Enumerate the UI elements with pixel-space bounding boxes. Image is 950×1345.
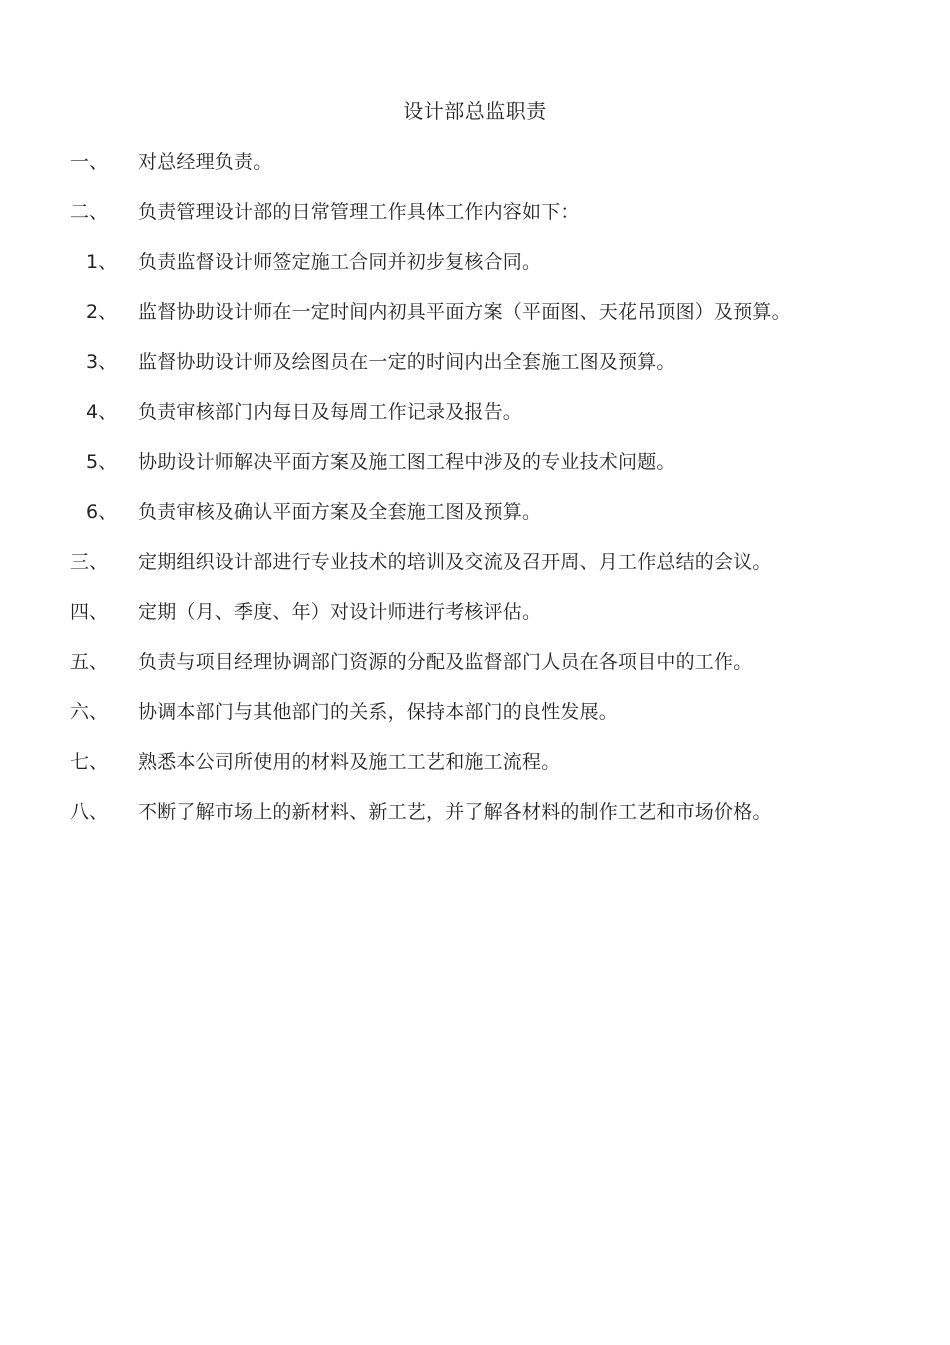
list-item <box>0 697 950 747</box>
item-text: 定期（月、季度、年）对设计师进行考核评估。 <box>138 601 542 623</box>
item-text: 负责审核部门内每日及每周工作记录及报告。 <box>138 401 523 423</box>
item-text: 负责与项目经理协调部门资源的分配及监督部门人员在各项目中的工作。 <box>138 651 753 673</box>
item-number: 3、 <box>86 351 118 373</box>
item-number: 4、 <box>86 401 118 423</box>
item-number: 1、 <box>86 251 118 273</box>
item-text: 对总经理负责。 <box>138 151 273 173</box>
sub-list-item <box>0 247 950 297</box>
item-text: 定期组织设计部进行专业技术的培训及交流及召开周、月工作总结的会议。 <box>138 551 772 573</box>
list-item <box>0 147 950 197</box>
item-text: 负责监督设计师签定施工合同并初步复核合同。 <box>138 251 542 273</box>
item-text: 协助设计师解决平面方案及施工图工程中涉及的专业技术问题。 <box>138 451 676 473</box>
list-item <box>0 797 950 847</box>
list-item <box>0 747 950 797</box>
sub-list-item <box>0 397 950 447</box>
sub-list-item <box>0 347 950 397</box>
sub-list-item <box>0 447 950 497</box>
item-text: 协调本部门与其他部门的关系，保持本部门的良性发展。 <box>138 701 619 723</box>
item-number: 二、 <box>70 201 109 223</box>
item-number: 6、 <box>86 501 118 523</box>
list-item <box>0 647 950 697</box>
item-number: 2、 <box>86 301 118 323</box>
list-item <box>0 597 950 647</box>
list-item <box>0 197 950 247</box>
sub-list-item <box>0 497 950 547</box>
item-number: 八、 <box>70 801 109 823</box>
item-text: 监督协助设计师及绘图员在一定的时间内出全套施工图及预算。 <box>138 351 676 373</box>
item-text: 负责管理设计部的日常管理工作具体工作内容如下： <box>138 201 580 223</box>
list-item <box>0 547 950 597</box>
item-text: 熟悉本公司所使用的材料及施工工艺和施工流程。 <box>138 751 561 773</box>
item-text: 不断了解市场上的新材料、新工艺，并了解各材料的制作工艺和市场价格。 <box>138 801 772 823</box>
item-number: 四、 <box>70 601 109 623</box>
sub-list-item <box>0 297 950 347</box>
item-number: 七、 <box>70 751 109 773</box>
duty-list <box>0 147 950 847</box>
item-number: 三、 <box>70 551 109 573</box>
item-number: 六、 <box>70 701 109 723</box>
item-text: 监督协助设计师在一定时间内初具平面方案（平面图、天花吊顶图）及预算。 <box>138 301 791 323</box>
item-text: 负责审核及确认平面方案及全套施工图及预算。 <box>138 501 542 523</box>
item-number: 五、 <box>70 651 109 673</box>
item-number: 一、 <box>70 151 109 173</box>
page-title: 设计部总监职责 <box>403 99 547 123</box>
item-number: 5、 <box>86 451 118 473</box>
